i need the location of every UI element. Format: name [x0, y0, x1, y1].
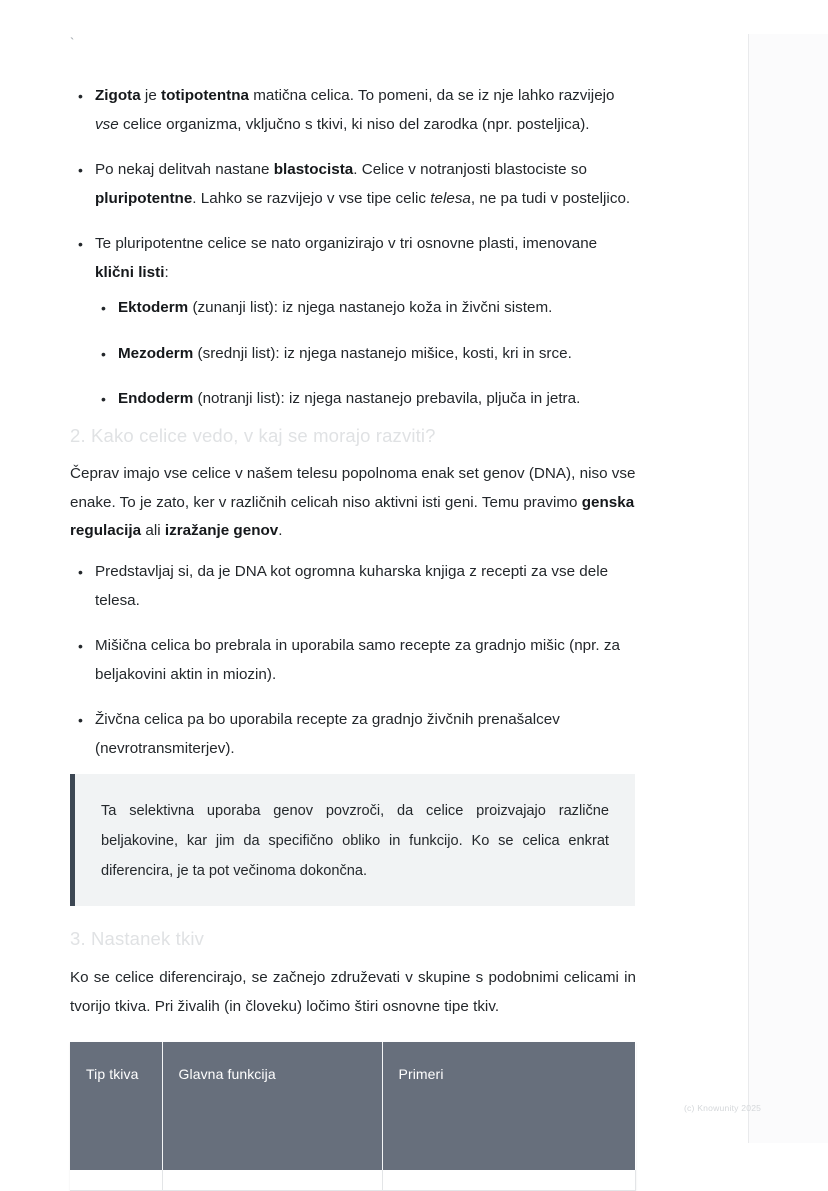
table-row[interactable] — [70, 1170, 635, 1191]
text-run: (zunanji list): iz njega nastanejo koža in živčni sistem. — [188, 299, 553, 316]
callout-text: Ta selektivna uporaba genov povzroči, da celice proizvajajo različne beljakovine, kar jim da specifično obliko in funkcijo. Ko se celica enkrat diferencira, je ta pot večinoma dokončna. — [101, 803, 609, 879]
emphasis-bold: klični listi — [95, 263, 165, 281]
text-run: (srednji list): iz njega nastanejo mišice, kosti, kri in srce. — [193, 344, 572, 362]
table-header-cell-glavna-funkcija[interactable] — [162, 1042, 382, 1170]
emphasis-bold: Endoderm — [118, 390, 194, 407]
text-run: Te pluripotentne celice se nato organizirajo v tri osnovne plasti, imenovane — [95, 235, 598, 252]
emphasis-bold: blastocista — [273, 161, 354, 178]
emphasis-bold: Ektoderm — [118, 299, 189, 316]
list-item — [70, 82, 640, 139]
text-run: , ne pa tudi v posteljico. — [470, 189, 631, 207]
list-item-text — [95, 637, 620, 683]
text-run: ali — [141, 522, 165, 539]
emphasis-bold: izražanje genov — [164, 522, 279, 539]
text-run: . Lahko se razvijejo v vse tipe celic — [192, 189, 431, 207]
paragraph-gene-regulation — [70, 460, 636, 546]
table-header-label: Glavna funkcija — [178, 1066, 276, 1082]
table-header-cell-primeri[interactable] — [382, 1042, 635, 1170]
stray-backtick-mark: ` — [70, 35, 75, 50]
list-item — [70, 632, 640, 689]
nested-list-item — [95, 385, 640, 414]
list-germ-layers — [95, 294, 640, 414]
section-heading-2: 2. Kako celice vedo, v kaj se morajo razviti? — [70, 425, 436, 446]
text-run: matična celica. To pomeni, da se iz nje lahko razvijejo — [249, 87, 615, 104]
right-gutter-panel[interactable] — [749, 34, 828, 1143]
callout-differentiation — [70, 774, 635, 906]
list-item — [70, 230, 640, 414]
list-cell-potency — [70, 82, 640, 431]
text-run: . Celice v notranjosti blastociste so — [353, 161, 587, 178]
tissue-types-table — [70, 1042, 636, 1191]
text-run: Mišična celica bo prebrala in uporabila samo recepte za gradnjo mišic (npr. za beljakovini aktin in miozin). — [95, 637, 620, 683]
text-run: Predstavljaj si, da je DNA kot ogromna kuharska knjiga z recepti za vse dele telesa. — [95, 563, 609, 609]
list-item-text — [95, 563, 608, 609]
section-heading-3: 3. Nastanek tkiv — [70, 928, 205, 949]
table-body — [70, 1170, 635, 1191]
list-item — [70, 558, 640, 615]
copyright-watermark: (c) Knowunity 2025 — [684, 1103, 762, 1113]
nested-list-item — [95, 294, 640, 323]
list-item-text — [95, 161, 630, 207]
table-cell — [382, 1170, 635, 1191]
list-item-text — [95, 235, 597, 281]
emphasis-bold: pluripotentne — [95, 189, 193, 207]
list-item — [70, 706, 640, 763]
text-run: Živčna celica pa bo uporabila recepte za gradnjo živčnih prenašalcev (nevrotransmiterjev). — [95, 711, 560, 757]
table-header-row — [70, 1042, 635, 1170]
nested-list-item — [95, 340, 640, 369]
text-run: celice organizma, vključno s tkivi, ki niso del zarodka (npr. posteljica). — [118, 115, 590, 133]
table-cell — [70, 1170, 162, 1191]
list-item-text — [95, 711, 560, 757]
list-item — [70, 156, 640, 213]
emphasis-bold: totipotentna — [161, 87, 249, 104]
emphasis-bold: genska regulacija — [70, 493, 635, 539]
table-header-label: Tip tkiva — [86, 1066, 139, 1082]
emphasis-italic: vse — [95, 115, 119, 133]
table-cell — [162, 1170, 382, 1191]
table-header-label: Primeri — [398, 1066, 444, 1082]
list-item-text — [95, 87, 615, 133]
text-run: . — [278, 522, 283, 539]
text-run: : — [164, 263, 169, 281]
table-header-cell-tip-tkiva[interactable] — [70, 1042, 162, 1170]
text-run: je — [140, 87, 162, 104]
paragraph-tissue-formation: Ko se celice diferencirajo, se začnejo združevati v skupine s podobnimi celicami in tvorijo tkiva. Pri živalih (in človeku) ločimo štiri osnovne tipe tkiv. — [70, 969, 636, 1015]
emphasis-bold: Zigota — [95, 87, 141, 104]
text-run: Čeprav imajo vse celice v našem telesu popolnoma enak set genov (DNA), niso vse enake. To je zato, ker v različnih celicah niso aktivni isti geni. Temu pravimo — [70, 465, 636, 511]
emphasis-bold: Mezoderm — [118, 344, 194, 362]
emphasis-italic: telesa — [430, 189, 471, 207]
text-run: (notranji list): iz njega nastanejo prebavila, pljuča in jetra. — [193, 390, 581, 407]
text-run: Po nekaj delitvah nastane — [95, 161, 274, 178]
